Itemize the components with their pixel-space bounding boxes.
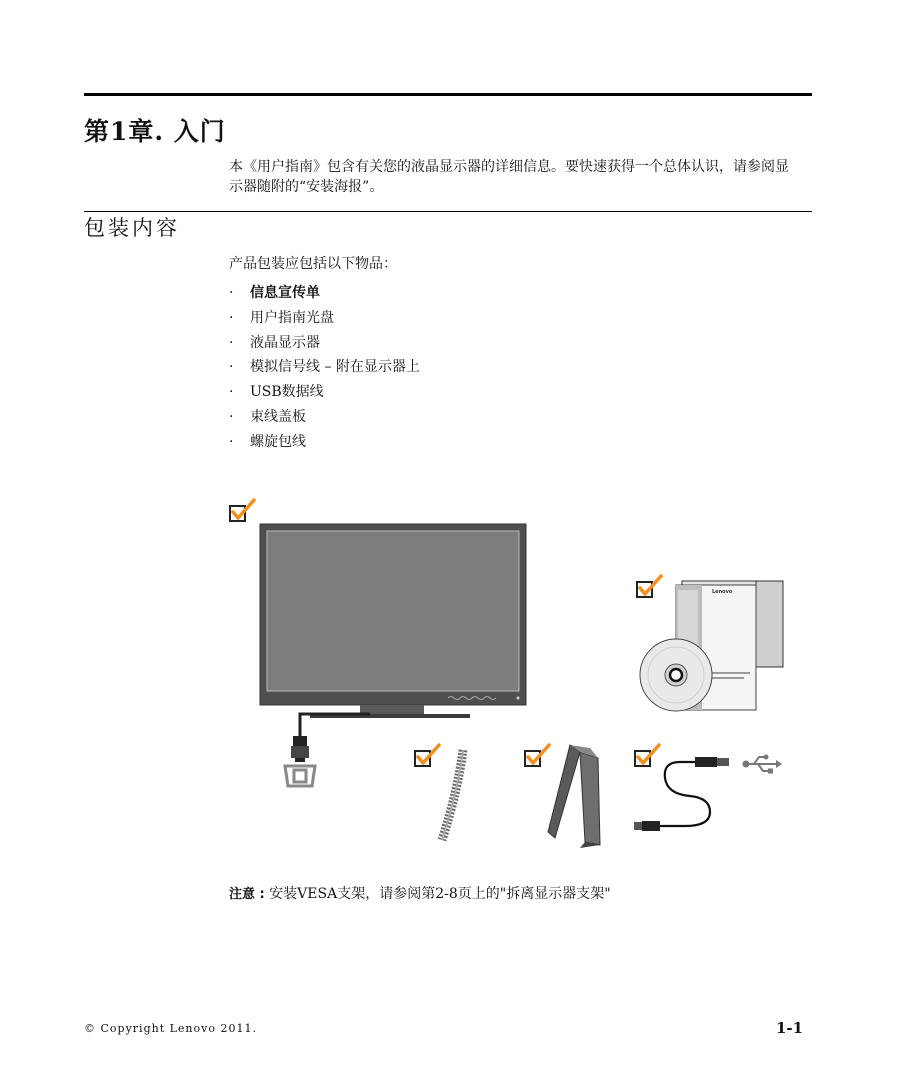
- section-rule: [84, 211, 812, 212]
- checkbox-icon: [415, 745, 439, 766]
- list-item: · USB数据线: [229, 380, 420, 405]
- intro-paragraph: 本《用户指南》包含有关您的液晶显示器的详细信息。要快速获得一个总体认识，请参阅显示器随附的“安装海报”。: [229, 159, 789, 195]
- checkbox-icon: [525, 745, 549, 766]
- bullet: ·: [229, 433, 234, 450]
- checkbox-icon: [635, 745, 659, 766]
- bullet: ·: [229, 309, 234, 326]
- chapter-title: 第1章. 入门: [84, 117, 226, 146]
- note-text: 安装VESA支架，请参阅第2-8页上的"拆离显示器支架": [264, 886, 611, 902]
- monitor-icon: [260, 524, 526, 718]
- vga-port-icon: [285, 766, 315, 786]
- list-item: · 信息宣传单: [229, 281, 420, 306]
- checkbox-icon: [230, 500, 254, 521]
- spiral-wrap-icon: [442, 750, 463, 840]
- section-title: 包装内容: [84, 216, 180, 240]
- bullet: ·: [229, 334, 234, 351]
- bullet: ·: [229, 285, 234, 301]
- list-item: · 模拟信号线 – 附在显示器上: [229, 355, 420, 380]
- package-illustration: [220, 490, 800, 855]
- installation-note: [229, 883, 611, 903]
- usb-cable-icon: [634, 757, 729, 831]
- package-contents-list: [229, 281, 420, 455]
- cd-icon: [640, 639, 712, 711]
- list-item: · 螺旋包线: [229, 430, 420, 455]
- section-lead: 产品包装应包括以下物品：: [229, 256, 397, 272]
- list-item: · 用户指南光盘: [229, 306, 420, 331]
- cable-cover-icon: [548, 745, 600, 848]
- bullet: ·: [229, 359, 234, 376]
- list-item: · 液晶显示器: [229, 331, 420, 356]
- page-number: 1-1: [776, 1019, 804, 1037]
- usb-symbol-icon: [743, 755, 783, 774]
- copyright-footer: © Copyright Lenovo 2011.: [84, 1022, 257, 1035]
- bullet: ·: [229, 408, 234, 425]
- checkbox-icon: [637, 576, 661, 597]
- top-rule: [84, 93, 812, 96]
- vga-cable-icon: [291, 714, 370, 762]
- note-label: 注意 :: [229, 887, 265, 902]
- booklet-brand: Lenovo: [712, 589, 733, 595]
- list-item: · 束线盖板: [229, 405, 420, 430]
- bullet: ·: [229, 384, 234, 401]
